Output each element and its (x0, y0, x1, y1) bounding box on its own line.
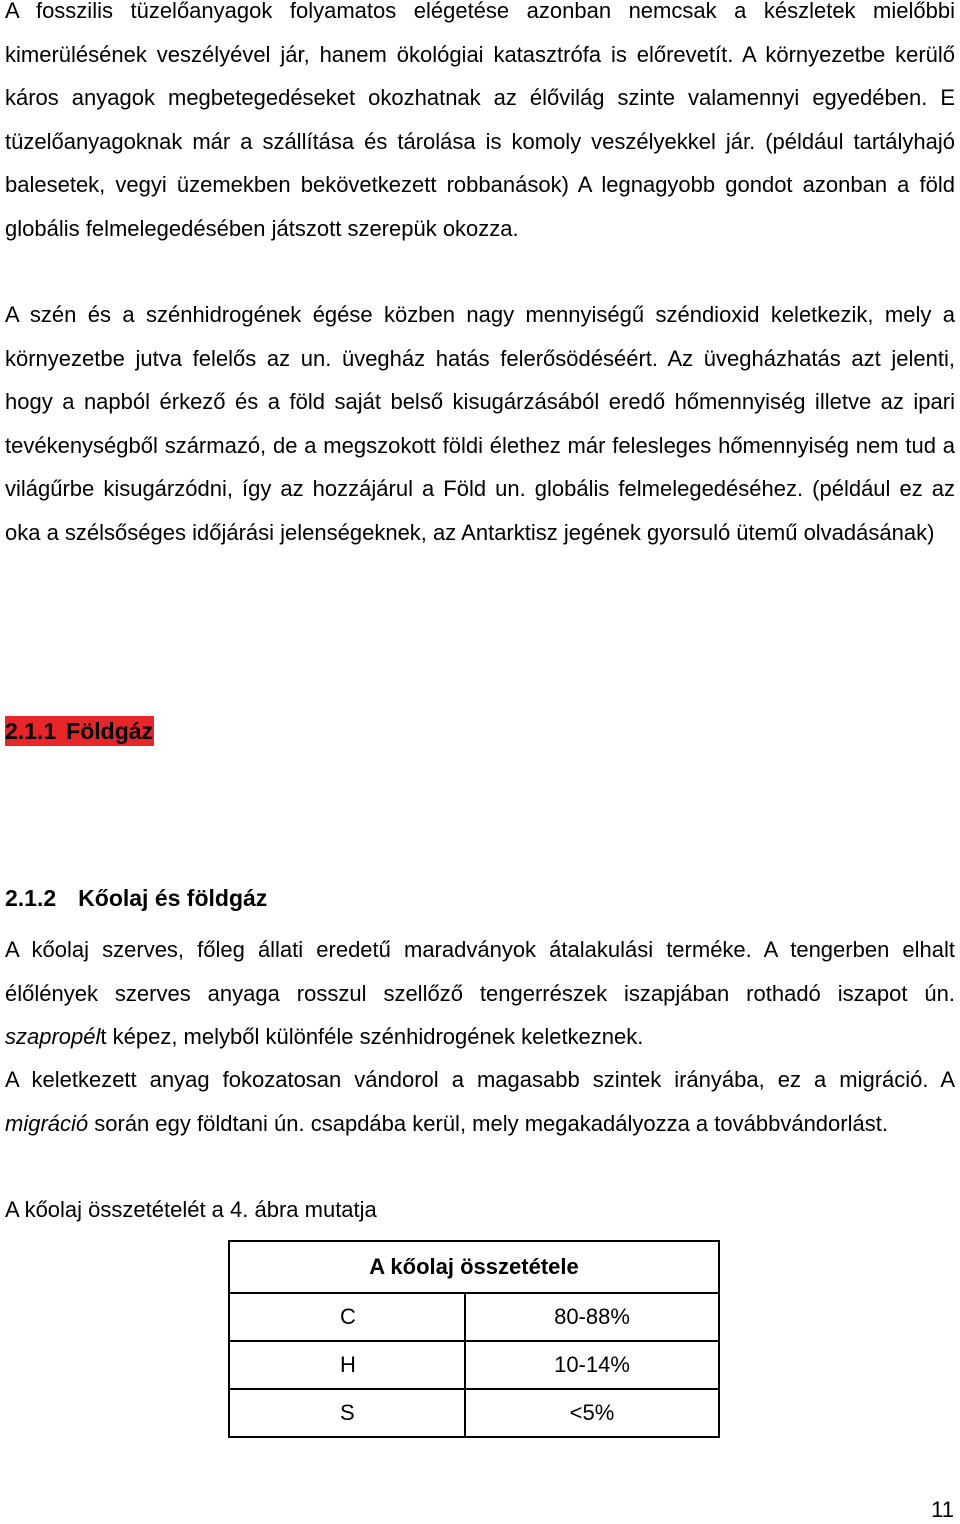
italic-term-szapropel: szapropél (5, 1024, 101, 1049)
table-cell-element: C (229, 1293, 465, 1341)
section-number: 2.1.1 (5, 718, 57, 744)
italic-term-migracio: migráció (5, 1110, 89, 1136)
paragraph-fossil-fuels: A fosszilis tüzelőanyagok folyamatos elégetése azonban nemcsak a készletek mielőbbi kimerülésének veszélyével jár, hanem ökológiai katasztrófa is előrevetít. A környezetbe kerülő káros anyagok megbetegedéseket okozhatnak az élővilág szinte valamennyi egyedében. E tüzelőanyagoknak már a szállítása és tárolása is komoly veszélyekkel jár. (például tartályhajó balesetek, vegyi üzemekben bekövetkezett robbanások) A legnagyobb gondot azonban a föld globális felmelegedésében játszott szerepük okozza. (5, 0, 955, 241)
table-cell-value: 80-88% (465, 1293, 719, 1341)
oil-composition-table (228, 1240, 720, 1438)
table-cell-element: S (229, 1389, 465, 1437)
section-heading-koolaj-es-foldgaz (5, 883, 267, 913)
section-heading-foldgaz (5, 716, 154, 746)
section-title: Földgáz (66, 718, 154, 744)
text-run: A kőolaj szerves, főleg állati eredetű maradványok átalakulási terméke. A tengerben elhalt élőlények szerves anyaga rosszul szellőző tengerrészek iszapjában rothadó iszapot ún. (5, 937, 955, 1006)
page-number: 11 (931, 1497, 954, 1522)
paragraph-greenhouse-effect: A szén és a szénhidrogének égése közben nagy mennyiségű széndioxid keletkezik, mely a környezetbe jutva felelős az un. üvegház hatás felerősödéséért. Az üvegházhatás azt jelenti, hogy a napból érkező és a föld saját belső kisugárzásából eredő hőmennyiség illetve az ipari tevékenységből származó, de a megszokott földi élethez már felesleges hőmennyiség nem tud a világűrbe kisugárzódni, így az hozzájárul a Föld un. globális felmelegedéséhez. (például ez az oka a szélsőséges időjárási jelenségeknek, az Antarktisz jegének gyorsuló ütemű olvadásának) (5, 302, 955, 545)
table-row (229, 1341, 719, 1389)
paragraph-migration (5, 1058, 955, 1145)
table-row (229, 1293, 719, 1341)
section-number: 2.1.2 (5, 885, 57, 911)
table-title: A kőolaj összetétele (229, 1241, 719, 1293)
table-cell-value: <5% (465, 1389, 719, 1437)
section-title: Kőolaj és földgáz (78, 885, 268, 911)
table-cell-value: 10-14% (465, 1341, 719, 1389)
text-run: során egy földtani ún. csapdába kerül, mely megakadályozza a továbbvándorlást. (88, 1110, 888, 1136)
text-run: t képez, melyből különféle szénhidrogének keletkeznek. (100, 1024, 644, 1049)
table-header-row (229, 1241, 719, 1293)
table-cell-element: H (229, 1341, 465, 1389)
table-row (229, 1389, 719, 1437)
paragraph-figure-reference: A kőolaj összetételét a 4. ábra mutatja (5, 1197, 377, 1222)
paragraph-oil-origin (5, 928, 955, 1059)
text-run: A keletkezett anyag fokozatosan vándorol a magasabb szintek irányába, ez a migráció. A (5, 1067, 955, 1092)
